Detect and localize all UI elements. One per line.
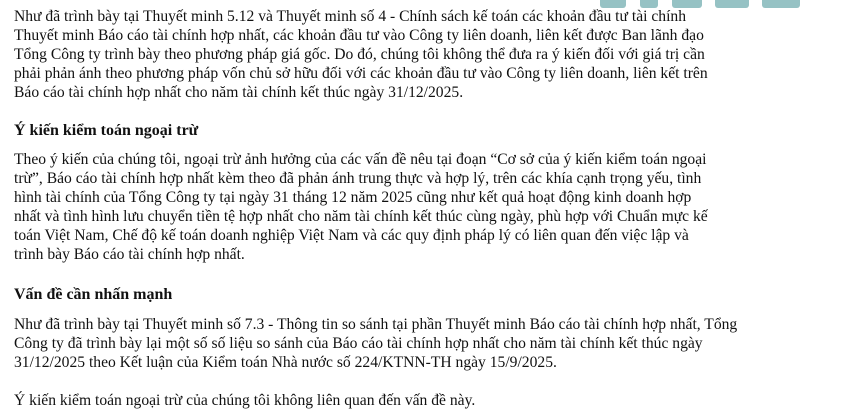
paragraph-line: Như đã trình bày tại Thuyết minh 5.12 và Thuyết minh số 4 - Chính sách kế toán các khoản đầu tư tài chính [14,8,686,25]
paragraph-line: Thuyết minh Báo cáo tài chính hợp nhất, các khoản đầu tư vào Công ty liên doanh, liên kết được Ban lãnh đạo [14,27,704,44]
paragraph-line: toán Việt Nam, Chế độ kế toán doanh nghiệp Việt Nam và các quy định pháp lý có liên quan đến việc lập và [14,227,689,244]
paragraph-line: phải phản ánh theo phương pháp vốn chủ sở hữu đối với các khoản đầu tư vào Công ty liên doanh, liên kết trên [14,65,708,82]
paragraph-line: nhất và tình hình lưu chuyển tiền tệ hợp nhất cho năm tài chính kết thúc cùng ngày, phù hợp với Chuẩn mực kế [14,208,708,225]
section-heading-emphasis-of-matter: Vấn đề cần nhấn mạnh [14,286,173,303]
section-heading-qualified-opinion: Ý kiến kiểm toán ngoại trừ [14,122,199,139]
paragraph-line: hình tài chính của Tổng Công ty tại ngày 31 tháng 12 năm 2025 cũng như kết quả hoạt động kinh doanh hợp [14,189,692,206]
paragraph-line: Theo ý kiến của chúng tôi, ngoại trừ ảnh hưởng của các vấn đề nêu tại đoạn “Cơ sở của ý kiến kiểm toán ngoại [14,151,707,168]
paragraph-line: 31/12/2025 theo Kết luận của Kiểm toán Nhà nước số 224/KTNN-TH ngày 15/9/2025. [14,354,557,371]
stamp-fragment [715,0,749,8]
paragraph-line: Như đã trình bày tại Thuyết minh số 7.3 - Thông tin so sánh tại phần Thuyết minh Báo cáo tài chính hợp nhất, Tổng [14,316,738,333]
paragraph-line: trình bày Báo cáo tài chính hợp nhất. [14,246,245,263]
stamp-fragment [762,0,800,8]
paragraph-line: Tổng Công ty trình bày theo phương pháp giá gốc. Do đó, chúng tôi không thể đưa ra ý kiến đối với giá trị cần [14,46,705,63]
paragraph-line: Công ty đã trình bày lại một số số liệu so sánh của Báo cáo tài chính hợp nhất cho năm tài chính kết thúc ngày [14,335,703,352]
paragraph-line: Ý kiến kiểm toán ngoại trừ của chúng tôi không liên quan đến vấn đề này. [14,392,476,409]
paragraph-line: Báo cáo tài chính hợp nhất cho năm tài chính kết thúc ngày 31/12/2025. [14,84,464,101]
paragraph-line: trừ”, Báo cáo tài chính hợp nhất kèm theo đã phản ánh trung thực và hợp lý, trên các khía cạnh trọng yếu, tình [14,170,702,187]
